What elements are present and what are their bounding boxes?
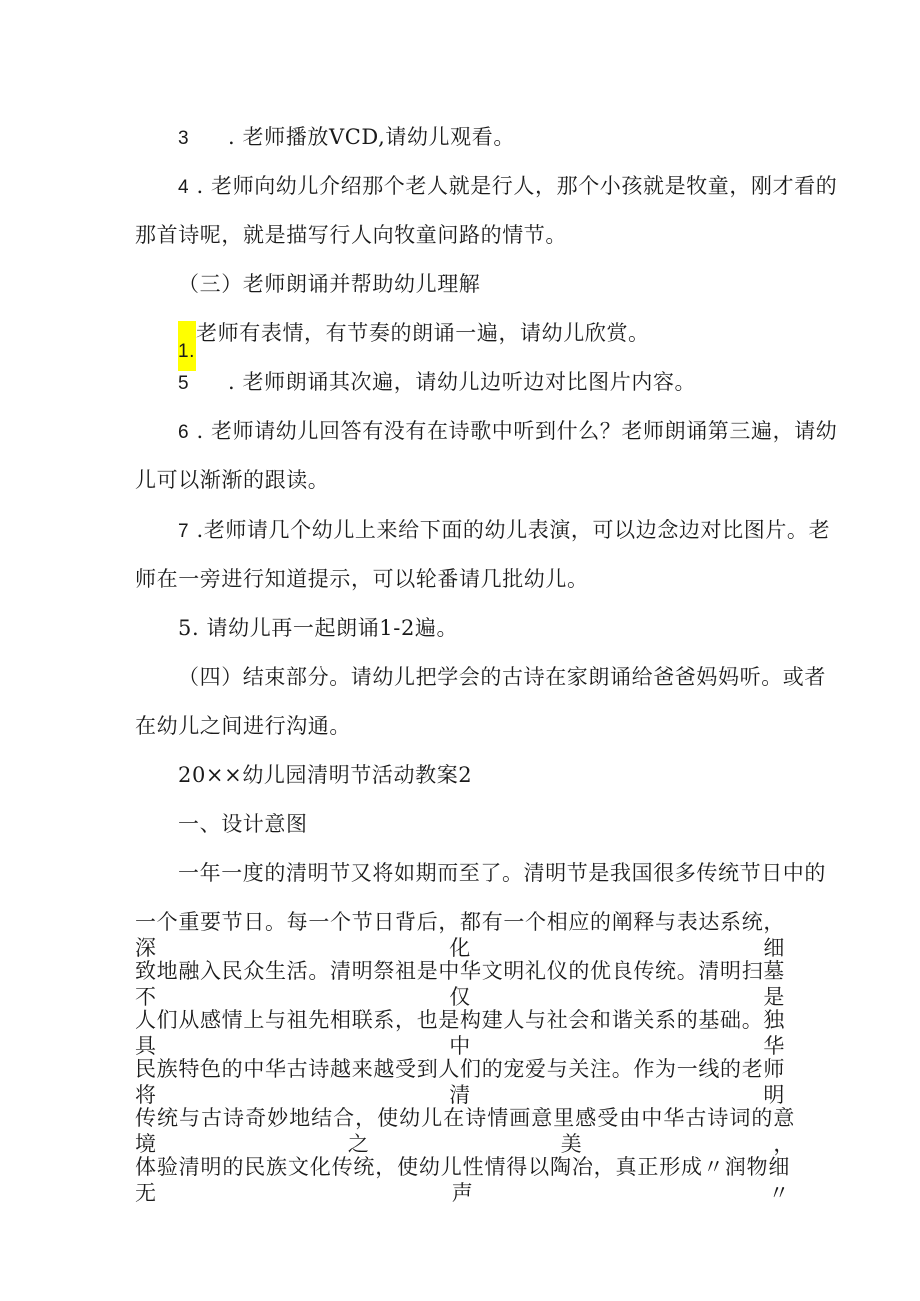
item-number: 7 [178, 521, 190, 542]
item-text: . 老师朗诵其次遍，请幼儿边听边对比图片内容。 [228, 370, 697, 394]
item-number: 6 [178, 422, 190, 443]
section-heading-4-line1: （四）结束部分。请幼儿把学会的古诗在家朗诵给爸爸妈妈听。或者 [178, 665, 826, 689]
paragraph-4-line1 [178, 173, 837, 201]
item-number: 3 [178, 128, 190, 149]
paragraph-4-line2: 那首诗呢，就是描写行人向牧童问路的情节。 [135, 223, 567, 247]
body-line-5: 民族特色的中华古诗越来越受到人们的宠爱与关注。作为一线的老师将清明 [135, 1057, 785, 1107]
body-line-4: 人们从感情上与祖先相联系，也是构建人与社会和谐关系的基础。独具中华 [135, 1008, 785, 1058]
paragraph-6-line1 [178, 418, 837, 446]
paragraph-7-line1 [178, 517, 830, 545]
body-line-2: 一个重要节日。每一个节日背后，都有一个相应的阐释与表达系统，深化细 [135, 910, 785, 960]
item-text: 老师有表情，有节奏的朗诵一遍，请幼儿欣赏。 [196, 321, 650, 345]
section-heading-3: （三）老师朗诵并帮助幼儿理解 [178, 272, 481, 296]
body-line-6: 传统与古诗奇妙地结合，使幼儿在诗情画意里感受由中华古诗词的意境之美， [135, 1106, 795, 1156]
paragraph-7-line2: 师在一旁进行知道提示，可以轮番请几批幼儿。 [135, 567, 589, 591]
item-text: .老师请几个幼儿上来给下面的幼儿表演，可以边念边对比图片。老 [189, 518, 831, 542]
paragraph-5-repeat: 5. 请幼儿再一起朗诵1-2遍。 [178, 616, 459, 640]
body-line-3: 致地融入民众生活。清明祭祖是中华文明礼仪的优良传统。清明扫墓不仅是 [135, 959, 785, 1009]
item-text: . 老师播放VCD,请幼儿观看。 [228, 125, 515, 149]
paragraph-5 [178, 369, 696, 397]
paragraph-1-highlighted [178, 320, 650, 371]
highlighted-number: 1. [178, 321, 196, 371]
section-heading-design-intent: 一、设计意图 [178, 812, 308, 836]
item-text: . 老师请幼儿回答有没有在诗歌中听到什么？老师朗诵第三遍，请幼 [189, 419, 838, 443]
section-heading-4-line2: 在幼儿之间进行沟通。 [135, 714, 351, 738]
item-number: 5 [178, 373, 190, 394]
item-text: . 老师向幼儿介绍那个老人就是行人，那个小孩就是牧童，刚才看的 [189, 174, 838, 198]
body-line-7: 体验清明的民族文化传统，使幼儿性情得以陶冶，真正形成〃润物细无声〃 [135, 1155, 790, 1205]
item-number: 4 [178, 177, 190, 198]
paragraph-6-line2: 儿可以渐渐的跟读。 [135, 468, 330, 492]
document-title: 20××幼儿园清明节活动教案2 [178, 763, 473, 787]
paragraph-3 [178, 124, 515, 152]
body-line-1: 一年一度的清明节又将如期而至了。清明节是我国很多传统节日中的 [178, 861, 826, 885]
